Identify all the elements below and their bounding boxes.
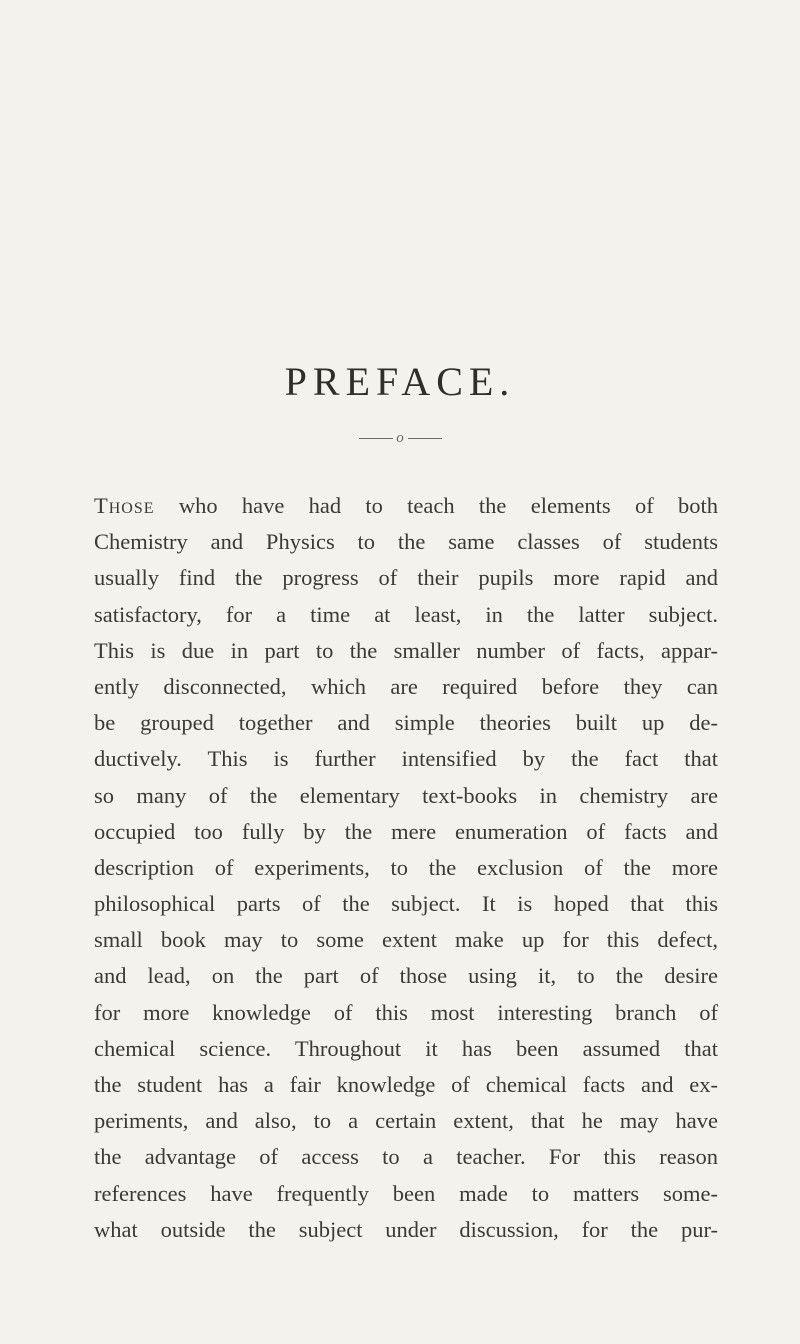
- title-ornament: [0, 430, 800, 447]
- text-line: the student has a fair knowledge of chemical facts and ex-: [94, 1072, 718, 1097]
- page-title: PREFACE.: [284, 359, 516, 404]
- opening-word: Those: [94, 493, 155, 518]
- text-line: for more knowledge of this most interesting branch of: [94, 999, 718, 1025]
- text-line: description of experiments, to the exclusion of the more: [94, 854, 718, 880]
- ornament-rule-right: [408, 438, 442, 439]
- text-line: [94, 488, 718, 524]
- text-line: ently disconnected, which are required before they can: [94, 673, 718, 699]
- text-line: small book may to some extent make up for this defect,: [94, 927, 718, 953]
- text-line: periments, and also, to a certain extent, that he may have: [94, 1108, 718, 1134]
- text-line-content: who have had to teach the elements of both: [154, 493, 718, 518]
- text-line: the advantage of access to a teacher. For this reason: [94, 1144, 718, 1170]
- text-line: satisfactory, for a time at least, in the latter subject.: [94, 601, 718, 627]
- text-line: philosophical parts of the subject. It is hoped that this: [94, 891, 718, 917]
- preface-paragraph: [94, 488, 718, 1248]
- text-line: usually find the progress of their pupils more rapid and: [94, 565, 718, 591]
- ornament-rule-left: [359, 438, 393, 439]
- text-line: Chemistry and Physics to the same classes of students: [94, 529, 718, 555]
- text-line: what outside the subject under discussion, for the pur-: [94, 1216, 718, 1242]
- text-line: chemical science. Throughout it has been assumed that: [94, 1035, 718, 1061]
- text-line: so many of the elementary text-books in chemistry are: [94, 782, 718, 808]
- text-line: and lead, on the part of those using it, to the desire: [94, 963, 718, 989]
- text-line: occupied too fully by the mere enumeration of facts and: [94, 818, 718, 844]
- text-line: This is due in part to the smaller number of facts, appar-: [94, 637, 718, 663]
- text-line: be grouped together and simple theories built up de-: [94, 710, 718, 736]
- text-line: references have frequently been made to matters some-: [94, 1180, 718, 1206]
- ornament-mark: o: [396, 430, 404, 446]
- text-line: ductively. This is further intensified by the fact that: [94, 746, 718, 772]
